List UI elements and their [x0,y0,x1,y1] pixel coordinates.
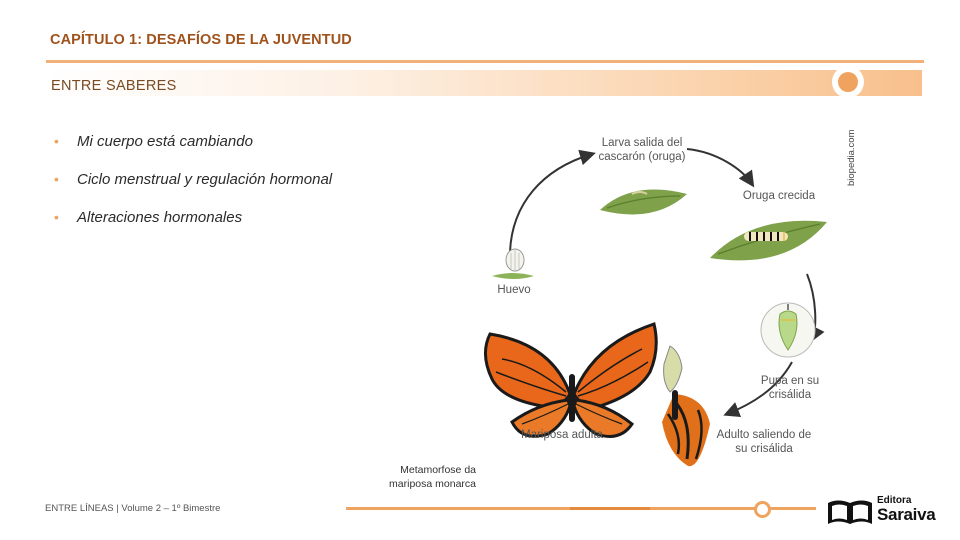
publisher-logo [826,494,944,526]
stage-label-pupa: Pupa en su crisálida [760,375,820,401]
topic-item [54,133,332,171]
stage-label-oruga: Oruga crecida [742,190,816,202]
chapter-title: CAPÍTULO 1: DESAFÍOS DE LA JUVENTUD [50,32,352,48]
chapter-rule [46,60,924,63]
footer-text: ENTRE LÍNEAS | Volume 2 – 1º Bimestre [45,503,221,514]
stage-label-adulto: Adulto saliendo de su crisálida [716,429,812,455]
monarch-butterfly-icon [485,324,656,436]
publisher-label: Editora [877,495,912,506]
topic-label: Mi cuerpo está cambiando [77,133,253,150]
chrysalis-icon [761,303,815,357]
topic-label: Alteraciones hormonales [77,209,243,226]
footer-ring-icon [754,501,771,518]
figure-caption: Metamorfose da mariposa monarca [389,464,476,490]
section-band [46,70,922,96]
bullet-icon: • [54,171,59,187]
topic-label: Ciclo menstrual y regulación hormonal [77,171,333,188]
bullet-icon: • [54,209,59,225]
topic-item [54,209,332,247]
stage-label-mariposa: Mariposa adulta [521,429,603,441]
stage-label-huevo: Huevo [497,284,531,296]
metamorphosis-figure [482,124,842,472]
section-title: ENTRE SABERES [51,78,177,94]
larva-leaf-icon [600,190,687,215]
caterpillar-icon [744,232,788,241]
cycle-arrow [687,149,752,184]
publisher-name: Saraiva [877,505,936,524]
emerging-butterfly-icon [662,346,710,466]
footer-line [346,507,816,510]
image-credit: biopedia.com [846,129,857,186]
topic-item [54,171,332,209]
cycle-arrow [510,154,592,252]
bullet-icon: • [54,133,59,149]
caterpillar-leaf-icon [710,221,827,261]
book-icon [826,497,874,525]
egg-icon [492,249,534,279]
band-circle-icon [832,66,864,98]
topic-list [54,133,332,247]
stage-label-larva: Larva salida del cascarón (oruga) [598,137,686,163]
lifecycle-illustration [482,124,842,472]
